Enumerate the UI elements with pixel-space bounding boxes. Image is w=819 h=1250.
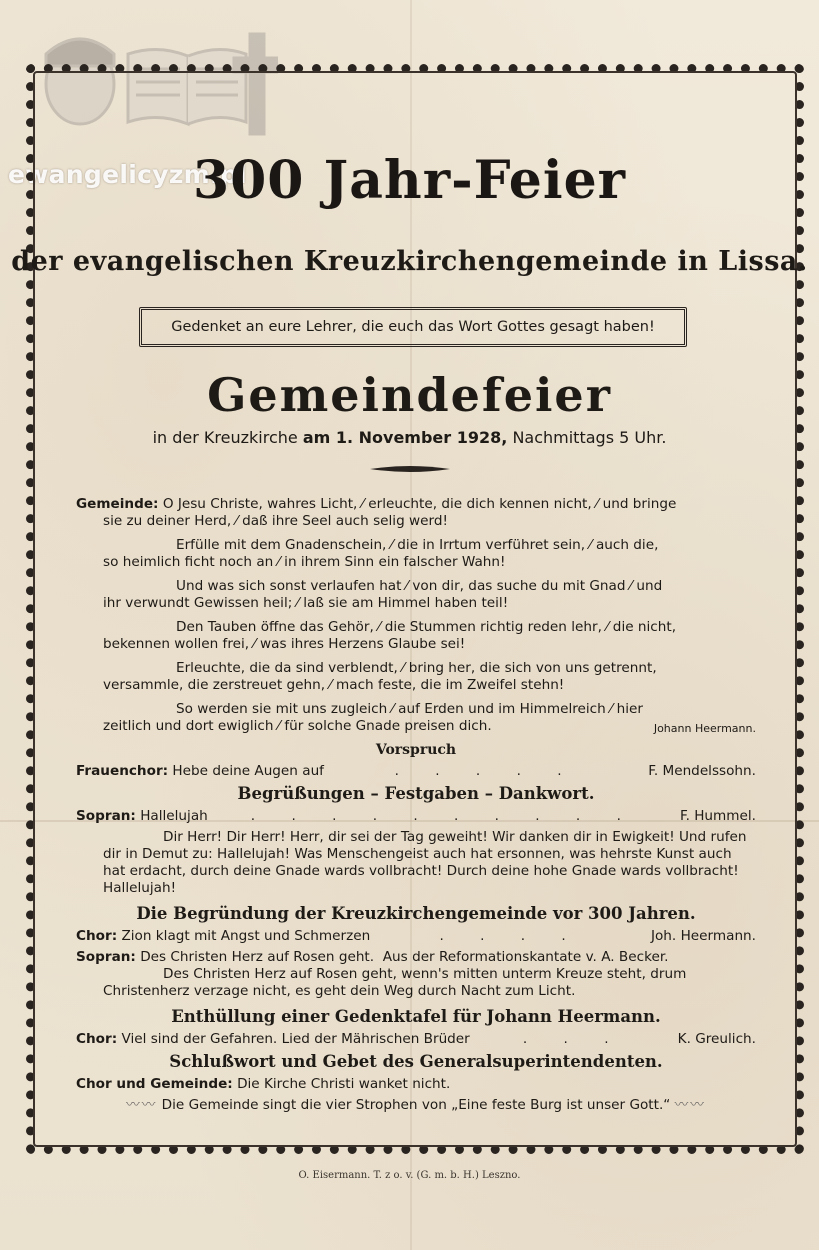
performer-label: Chor: — [76, 928, 118, 944]
occasion-date: am 1. November 1928, — [302, 428, 508, 447]
closing-text: Die Gemeinde singt die vier Strophen von „Eine feste Burg ist unser Gott.“ — [161, 1097, 671, 1113]
stanza-line: Den Tauben öffne das Gehör, ⁄ die Stummen richtig reden lehr, ⁄ die nicht, — [176, 619, 677, 635]
performer-label: Sopran: — [76, 808, 136, 824]
piece-title: Hallelujah — [140, 808, 208, 824]
hymn-stanza — [76, 578, 756, 612]
section-heading: Die Begründung der Kreuzkirchengemeinde vor 300 Jahren. — [136, 904, 696, 923]
watermark-text: ewangelicyzm.pl — [8, 160, 247, 189]
piece-title: Hebe deine Augen auf — [172, 763, 324, 779]
leader-dots: . . . . — [439, 928, 582, 944]
hymn-author: Johann Heermann. — [653, 722, 756, 735]
stanza-line: Erfülle mit dem Gnadenschein, ⁄ die in Irrtum verführet sein, ⁄ auch die, — [176, 537, 659, 553]
performer-label: Chor: — [76, 1031, 118, 1047]
stanza-line: zeitlich und dort ewiglich ⁄ für solche Gnade preisen dich. — [103, 718, 492, 734]
program-item-chor-gemeinde — [76, 1076, 756, 1093]
hymn-block — [76, 496, 756, 735]
vorspruch-heading: Vorspruch — [375, 742, 457, 758]
lyrics-text: Des Christen Herz auf Rosen geht, wenn's mitten unterm Kreuze steht, drum Christenherz verzage nicht, es geht dein Weg durch Nacht zum Licht. — [103, 966, 687, 999]
stanza-line: so heimlich ficht noch an ⁄ in ihrem Sinn ein falscher Wahn! — [103, 554, 506, 570]
leader-dots: . . . . . — [394, 763, 578, 779]
divider-dash: 〰〰 — [674, 1097, 706, 1113]
leader-dots: . . . — [522, 1031, 625, 1047]
event-occasion — [0, 428, 819, 447]
stanza-line: versammle, die zerstreuet gehn, ⁄ mach feste, die im Zweifel stehn! — [103, 677, 565, 693]
stanza-line: sie zu deiner Herd, ⁄ daß ihre Seel auch selig werd! — [103, 513, 448, 529]
piece-title: Des Christen Herz auf Rosen geht. — [140, 949, 375, 965]
section-heading: Begrüßungen – Festgaben – Dankwort. — [237, 784, 595, 803]
composer: F. Mendelssohn. — [648, 763, 756, 779]
motto-box — [139, 307, 687, 347]
stanza-line: O Jesu Christe, wahres Licht, ⁄ erleuchte, die dich kennen nicht, ⁄ und bringe — [162, 496, 677, 512]
stanza-line: Erleuchte, die da sind verblendt, ⁄ bring her, die sich von uns getrennt, — [176, 660, 657, 676]
piece-title: Viel sind der Gefahren. Lied der Mährischen Brüder — [121, 1031, 470, 1047]
hymn-stanza — [76, 537, 756, 571]
program-item-frauenchor — [76, 763, 756, 780]
divider-ornament-icon — [370, 464, 450, 474]
motto-text: Gedenket an eure Lehrer, die euch das Wort Gottes gesagt haben! — [171, 319, 655, 335]
leader-dots: . . . . . . . . . . — [250, 808, 637, 824]
stanza-line: ihr verwundt Gewissen heil; ⁄ laß sie am Himmel haben teil! — [103, 595, 509, 611]
page-title: 300 Jahr-Feier — [192, 150, 627, 211]
program — [76, 496, 756, 1114]
printer-imprint: O. Eisermann. T. z o. v. (G. m. b. H.) Leszno. — [298, 1170, 521, 1181]
section-heading: Enthüllung einer Gedenktafel für Johann Heermann. — [171, 1007, 661, 1026]
stanza-line: Und was sich sonst verlaufen hat ⁄ von dir, das suche du mit Gnad ⁄ und — [176, 578, 663, 594]
hymn-stanza — [76, 496, 756, 530]
hymn-label: Gemeinde: — [76, 496, 159, 512]
section-heading: Schlußwort und Gebet des Generalsuperintendenten. — [169, 1052, 663, 1071]
page-subtitle: der evangelischen Kreuzkirchengemeinde in Lissa. — [11, 246, 808, 277]
hymn-stanza — [76, 660, 756, 694]
hymn-stanza — [76, 701, 756, 735]
composer: K. Greulich. — [677, 1031, 756, 1047]
program-item-sopran — [76, 808, 756, 825]
lyrics-text: Dir Herr! Dir Herr! Herr, dir sei der Tag geweiht! Wir danken dir in Ewigkeit! Und rufen dir in Demut zu: Hallelujah! Was Menschengeist auch hat ersonnen, was hehrste Kunst auch hat erdacht, durch deine Gnade wards vollbracht! Durch deine hohe Gnade wards vollbracht! Hallelujah! — [103, 829, 747, 896]
piece-title: Die Kirche Christi wanket nicht. — [237, 1076, 451, 1092]
program-item-chor — [76, 928, 756, 945]
program-item-sopran — [76, 949, 756, 966]
stanza-line: So werden sie mit uns zugleich ⁄ auf Erden und im Himmelreich ⁄ hier — [176, 701, 644, 717]
composer: Joh. Heermann. — [650, 928, 756, 944]
occasion-place: in der Kreuzkirche — [152, 428, 298, 447]
composer: F. Hummel. — [679, 808, 756, 824]
piece-title: Zion klagt mit Angst und Schmerzen — [121, 928, 371, 944]
piece-source: Aus der Reformationskantate v. A. Becker. — [382, 949, 669, 965]
divider-dash: 〰〰 — [126, 1097, 158, 1113]
performer-label: Sopran: — [76, 949, 136, 965]
occasion-time: Nachmittags 5 Uhr. — [512, 428, 667, 447]
program-item-chor — [76, 1031, 756, 1048]
closing-line — [76, 1097, 756, 1114]
hymn-stanza — [76, 619, 756, 653]
event-heading: Gemeindefeier — [207, 368, 612, 422]
performer-label: Frauenchor: — [76, 763, 169, 779]
stanza-line: bekennen wollen frei, ⁄ was ihres Herzens Glaube sei! — [103, 636, 466, 652]
performer-label: Chor und Gemeinde: — [76, 1076, 233, 1092]
